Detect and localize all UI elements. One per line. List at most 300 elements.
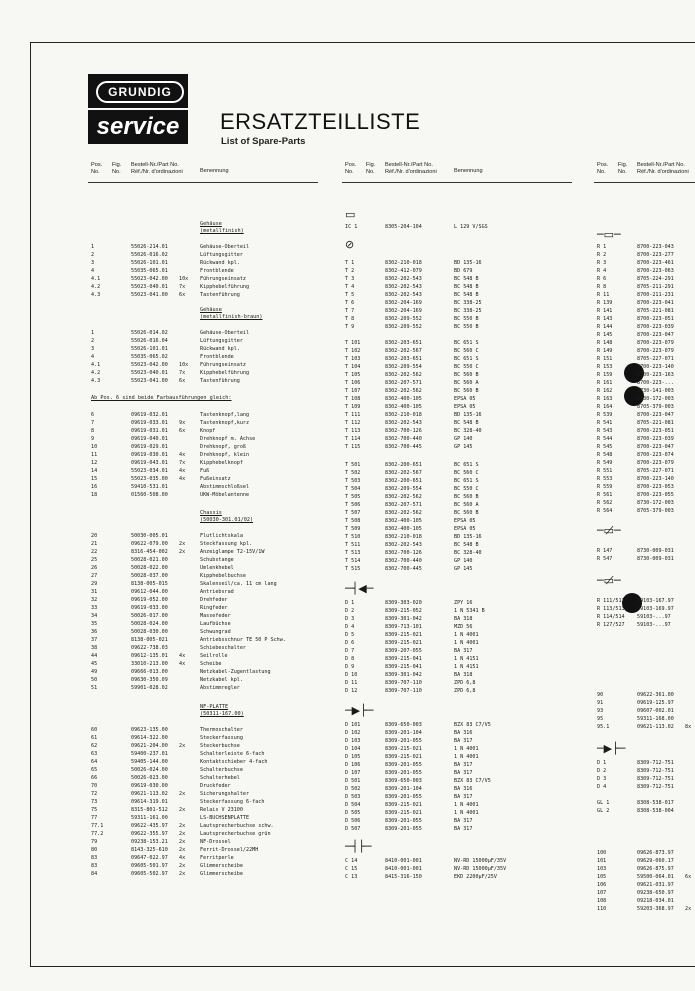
row-part: 59405-144.00 (131, 759, 168, 765)
row-name: Scheibe (200, 661, 222, 667)
row-name: Steckerfassung 6-fach (200, 799, 265, 805)
row-part: 33010-213.00 (131, 661, 168, 667)
row-pos: R 541 (597, 420, 613, 426)
row-part: 8302-202-562 (385, 388, 422, 394)
row-part: 8309-707-110 (385, 680, 422, 686)
row-part: 09626-875.97 (637, 866, 674, 872)
row-name: Schubstange (200, 557, 234, 563)
row-pos: D 106 (345, 762, 361, 768)
row-name: 1 N 5341 B (454, 608, 485, 614)
row-name: UKW-Möbelantenne (200, 492, 250, 498)
row-part: 8700-223-079 (637, 460, 674, 466)
row-pos: 2 (91, 338, 95, 344)
row-part: 8309-650-003 (385, 722, 422, 728)
row-pos: D 102 (345, 730, 361, 736)
row-qty: 7x (179, 370, 186, 376)
row-pos: 72 (91, 791, 98, 797)
row-pos: 12 (91, 460, 98, 466)
row-part: 8309-201-055 (385, 818, 422, 824)
row-part: 8705-379-003 (637, 508, 674, 514)
row-part: 50028-021.00 (131, 557, 168, 563)
row-part: 55035-065.01 (131, 268, 168, 274)
row-pos: T 113 (345, 428, 361, 434)
part-row (342, 687, 572, 696)
section-heading: (metallfinish) (200, 228, 244, 234)
row-part: 8309-215-041 (385, 656, 422, 662)
section-heading: (50311-167.00) (200, 711, 244, 717)
row-name: BA 318 (454, 672, 473, 678)
row-name: Fuß (200, 468, 210, 474)
row-pos: T 506 (345, 502, 361, 508)
row-pos: D 3 (345, 616, 355, 622)
part-row (342, 443, 572, 452)
row-name: Lautsprecherbuchse grün (200, 831, 271, 837)
row-pos: R 161 (597, 380, 613, 386)
row-part: 59103-169.97 (637, 606, 674, 612)
page-title: ERSATZTEILLISTE (220, 109, 421, 134)
row-pos: 26 (91, 565, 98, 571)
row-pos: T 6 (345, 300, 355, 306)
row-part: 09619-033.00 (131, 605, 168, 611)
row-qty: 2x (685, 906, 692, 912)
row-name: L 129 V/SGS (454, 224, 488, 230)
row-pos: T 107 (345, 388, 361, 394)
row-part: 8315-801-512 (131, 807, 168, 813)
row-part: 8302-700-126 (385, 550, 422, 556)
row-part: 55026-101.01 (131, 260, 168, 266)
row-name: 1 N 4151 (454, 656, 479, 662)
row-qty: 6x (179, 428, 186, 434)
row-name: NV-RD 15000µF/35V (454, 858, 507, 864)
part-row (594, 905, 695, 914)
row-part: 8705-221-081 (637, 420, 674, 426)
row-pos: R 127/527 (597, 622, 625, 628)
row-part: 8309-201-104 (385, 786, 422, 792)
row-pos: R 544 (597, 436, 613, 442)
row-name: ZPY 16 (454, 600, 473, 606)
row-pos: R 562 (597, 500, 613, 506)
row-name: BZX 83 C7/V5 (454, 778, 491, 784)
row-name: BC 550 C (454, 486, 479, 492)
column-2 (342, 160, 572, 960)
row-name: EPSA 05 (454, 518, 476, 524)
row-pos: 84 (91, 871, 98, 877)
row-name: EKD 2200µF/25V (454, 874, 497, 880)
row-pos: R 151 (597, 356, 613, 362)
note-line: Ab Pos. 6 sind beide Farbausführungen gleich: (91, 395, 232, 401)
row-part: 8415-316-150 (385, 874, 422, 880)
row-name: Lautsprecherbuchse schw. (200, 823, 274, 829)
row-pos: 110 (597, 906, 607, 912)
component-symbol-icon: ─┤├─ (345, 840, 372, 853)
row-pos: T 102 (345, 348, 361, 354)
row-qty: 2x (179, 541, 186, 547)
row-name: BA 317 (454, 826, 473, 832)
row-part: 8309-301-042 (385, 616, 422, 622)
row-pos: 100 (597, 850, 607, 856)
row-qty: 2x (179, 807, 186, 813)
row-part: 09619-029.01 (131, 444, 168, 450)
row-part: 8309-301-042 (385, 672, 422, 678)
row-name: Steckerbuchse (200, 743, 240, 749)
row-pos: 95 (597, 716, 604, 722)
row-pos: 16 (91, 484, 98, 490)
row-pos: D 507 (345, 826, 361, 832)
row-part: 09612-044.00 (131, 589, 168, 595)
row-part: 8705-211-291 (637, 284, 674, 290)
row-part: 09623-135.00 (131, 727, 168, 733)
row-name: BC 548 B (454, 276, 479, 282)
row-part: 09619-040.01 (131, 436, 168, 442)
row-part: 8302-204-169 (385, 300, 422, 306)
row-pos: 66 (91, 775, 98, 781)
row-pos: R 559 (597, 484, 613, 490)
row-part: 55023-034.01 (131, 468, 168, 474)
row-qty: 4x (179, 653, 186, 659)
row-part: 8316-454-002 (131, 549, 168, 555)
row-part: 09605-502.97 (131, 871, 168, 877)
part-row (88, 291, 318, 300)
row-pos: D 103 (345, 738, 361, 744)
row-name: BC 560 A (454, 502, 479, 508)
row-qty: 4x (179, 452, 186, 458)
row-part: 8302-400-105 (385, 396, 422, 402)
section-heading: Chassis (200, 510, 222, 516)
part-row (594, 783, 695, 792)
row-pos: 45 (91, 661, 98, 667)
row-name: Steckfassung kpl. (200, 541, 253, 547)
row-part: 8302-202-543 (385, 542, 422, 548)
row-pos: T 111 (345, 412, 361, 418)
row-pos: D 11 (345, 680, 358, 686)
row-part: 50028-024.00 (131, 621, 168, 627)
row-pos: T 104 (345, 364, 361, 370)
row-pos: C 15 (345, 866, 358, 872)
row-name: Schiebeschalter (200, 645, 247, 651)
row-pos: D 503 (345, 794, 361, 800)
row-name: BC 560 B (454, 372, 479, 378)
row-part: 8302-202-543 (385, 284, 422, 290)
row-part: 55023-040.01 (131, 370, 168, 376)
row-pos: 29 (91, 581, 98, 587)
row-name: Drehfeder (200, 597, 228, 603)
row-pos: D 506 (345, 818, 361, 824)
row-part: 8302-202-543 (385, 420, 422, 426)
row-name: Tastenführung (200, 378, 240, 384)
row-part: 59103-...97 (637, 622, 671, 628)
row-part: 8700-223-051 (637, 428, 674, 434)
brand-bottom: service (88, 110, 188, 144)
row-part: 8302-210-018 (385, 260, 422, 266)
row-name: Anzeiglampe T2-15V/1W (200, 549, 265, 555)
row-pos: 33 (91, 605, 98, 611)
row-pos: R 561 (597, 492, 613, 498)
row-pos: GL 2 (597, 808, 610, 814)
row-pos: R 163 (597, 396, 613, 402)
row-part: 09647-022.97 (131, 855, 168, 861)
row-name: BA 317 (454, 762, 473, 768)
row-pos: T 8 (345, 316, 355, 322)
part-row (342, 565, 572, 574)
row-name: Abstimmschloßsel (200, 484, 250, 490)
row-name: Steckerfassung (200, 735, 243, 741)
row-qty: 8x (685, 724, 692, 730)
row-name: BC 550 B (454, 324, 479, 330)
row-part: 09619-052.00 (131, 597, 168, 603)
row-part: 8309-201-055 (385, 794, 422, 800)
row-pos: 50 (91, 677, 98, 683)
part-row (88, 491, 318, 500)
row-pos: T 108 (345, 396, 361, 402)
row-pos: 2 (91, 252, 95, 258)
row-name: BC 560 B (454, 388, 479, 394)
row-name: Antriebsschnur TE 50 P Schw. (200, 637, 286, 643)
row-part: 55026-014.02 (131, 330, 168, 336)
row-qty: 9x (179, 420, 186, 426)
row-pos: R 145 (597, 332, 613, 338)
row-part: 09607-002.01 (637, 708, 674, 714)
row-part: 8700-223-163 (637, 372, 674, 378)
row-part: 09629-060.17 (637, 858, 674, 864)
row-part: 8302-202-562 (385, 510, 422, 516)
row-name: Lüftungsgitter (200, 338, 243, 344)
row-name: Kipphebelführung (200, 370, 250, 376)
row-pos: T 514 (345, 558, 361, 564)
row-name: 1 N 4001 (454, 746, 479, 752)
row-part: 59203-368.97 (637, 906, 674, 912)
row-name: 1 N 4001 (454, 640, 479, 646)
row-pos: T 7 (345, 308, 355, 314)
row-part: 09621-113.02 (637, 724, 674, 730)
row-part: 8700-223-047 (637, 412, 674, 418)
row-pos: 4.3 (91, 292, 101, 298)
row-pos: 77.1 (91, 823, 104, 829)
row-part: 8309-303-020 (385, 600, 422, 606)
row-name: BC 651 S (454, 478, 479, 484)
row-pos: D 105 (345, 754, 361, 760)
row-part: 8308-538-004 (637, 808, 674, 814)
row-part: 09619-043.01 (131, 460, 168, 466)
row-part: 8700-223-461 (637, 260, 674, 266)
row-part: 8700-223-051 (637, 316, 674, 322)
row-part: 8302-209-552 (385, 316, 422, 322)
row-name: 1 N 4001 (454, 810, 479, 816)
row-name: MZD 56 (454, 624, 473, 630)
row-name: BC 560 C (454, 348, 479, 354)
row-part: 09612-135.01 (131, 653, 168, 659)
row-part: 55023-042.00 (131, 276, 168, 282)
row-part: 8302-202-543 (385, 276, 422, 282)
row-name: Skalenseil/ca. 11 cm lang (200, 581, 277, 587)
row-part: 8302-204-169 (385, 308, 422, 314)
row-pos: T 112 (345, 420, 361, 426)
row-pos: R 147 (597, 548, 613, 554)
row-name: ZPD 6,8 (454, 688, 476, 694)
row-part: 8700-223-277 (637, 252, 674, 258)
row-qty: 2x (179, 549, 186, 555)
row-part: 50028-037.00 (131, 573, 168, 579)
row-part: 55026-214.01 (131, 244, 168, 250)
row-name: BC 560 C (454, 470, 479, 476)
row-part: 8730-009-031 (637, 556, 674, 562)
row-pos: D 4 (345, 624, 355, 630)
row-part: 8705-227-071 (637, 468, 674, 474)
row-part: 8302-209-554 (385, 364, 422, 370)
row-part: 8309-215-052 (385, 608, 422, 614)
row-part: 8700-223-055 (637, 492, 674, 498)
row-pos: T 105 (345, 372, 361, 378)
row-pos: 73 (91, 799, 98, 805)
row-part: 8309-215-021 (385, 632, 422, 638)
row-part: 8700-223-079 (637, 340, 674, 346)
row-part: 8302-700-440 (385, 558, 422, 564)
row-pos: 1 (91, 330, 95, 336)
row-part: 8309-707-110 (385, 688, 422, 694)
row-part: 8302-210-018 (385, 412, 422, 418)
row-part: 8309-201-104 (385, 730, 422, 736)
row-name: BA 317 (454, 818, 473, 824)
row-part: 8700-223-047 (637, 332, 674, 338)
row-part: 8302-200-651 (385, 462, 422, 468)
row-pos: T 114 (345, 436, 361, 442)
row-name: Drehknopf m. Achse (200, 436, 256, 442)
row-pos: R 547 (597, 556, 613, 562)
row-name: Frontblende (200, 268, 234, 274)
row-name: Kontaktschieber 4-fach (200, 759, 268, 765)
row-part: 09238-153.21 (131, 839, 168, 845)
row-name: NV-RD 15000µF/35V (454, 866, 507, 872)
row-part: 8308-538-017 (637, 800, 674, 806)
row-name: GP 145 (454, 566, 473, 572)
row-name: Druckfeder (200, 783, 231, 789)
top-rule (30, 42, 695, 43)
row-name: 1 N 4001 (454, 754, 479, 760)
row-pos: 64 (91, 759, 98, 765)
row-part: 8302-400-105 (385, 404, 422, 410)
row-name: Gehäuse-Oberteil (200, 330, 250, 336)
row-pos: R 2 (597, 252, 607, 258)
row-part: 09621-204.00 (131, 743, 168, 749)
row-qty: 6x (179, 292, 186, 298)
column-header: Pos. No. Fig. No. Bestell-Nr./Part No. Réf./Nr. d'ordinazioni (594, 160, 695, 183)
row-part: 8302-207-571 (385, 502, 422, 508)
row-pos: 93 (597, 708, 604, 714)
row-pos: 83 (91, 863, 98, 869)
row-part: 8309-215-021 (385, 640, 422, 646)
row-part: 8302-202-543 (385, 292, 422, 298)
row-part: 8309-215-041 (385, 664, 422, 670)
row-pos: R 114/514 (597, 614, 625, 620)
row-part: 8309-712-751 (637, 760, 674, 766)
row-name: Ferritperle (200, 855, 234, 861)
row-pos: 18 (91, 492, 98, 498)
row-pos: 25 (91, 557, 98, 563)
row-pos: 27 (91, 573, 98, 579)
row-part: 8309-201-055 (385, 826, 422, 832)
part-row (342, 323, 572, 332)
row-pos: 51 (91, 685, 98, 691)
row-pos: 107 (597, 890, 607, 896)
row-pos: D 5 (345, 632, 355, 638)
row-name: Tastenknopf,lang (200, 412, 250, 418)
row-part: 8700-223-039 (637, 324, 674, 330)
row-pos: 80 (91, 847, 98, 853)
row-name: BA 316 (454, 730, 473, 736)
row-name: EPSA 05 (454, 404, 476, 410)
row-name: Führungseinsatz (200, 362, 247, 368)
row-pos: D 10 (345, 672, 358, 678)
part-row (594, 555, 695, 564)
row-pos: 4 (91, 354, 95, 360)
row-pos: D 501 (345, 778, 361, 784)
row-pos: R 551 (597, 468, 613, 474)
row-part: 8730-141-003 (637, 388, 674, 394)
row-pos: 63 (91, 751, 98, 757)
row-qty: 2x (179, 831, 186, 837)
part-row (594, 621, 695, 630)
row-part: 09218-034.01 (637, 898, 674, 904)
row-pos: 44 (91, 653, 98, 659)
row-part: 8309-215-021 (385, 810, 422, 816)
row-pos: 49 (91, 669, 98, 675)
row-qty: 4x (179, 661, 186, 667)
section-heading: (50030-301.01/02) (200, 517, 254, 523)
row-pos: D 12 (345, 688, 358, 694)
row-name: Flutlichtskala (200, 533, 243, 539)
row-part: 55026-016.02 (131, 252, 168, 258)
row-pos: T 505 (345, 494, 361, 500)
row-part: 8700-223-053 (637, 484, 674, 490)
row-pos: 70 (91, 783, 98, 789)
part-row (342, 873, 572, 882)
row-pos: 90 (597, 692, 604, 698)
row-name: BA 318 (454, 616, 473, 622)
row-pos: T 103 (345, 356, 361, 362)
row-part: 8700-223-074 (637, 452, 674, 458)
row-pos: D 504 (345, 802, 361, 808)
row-pos: T 503 (345, 478, 361, 484)
bottom-rule (30, 966, 695, 967)
row-qty: 2x (179, 743, 186, 749)
row-part: 09619-125.97 (637, 700, 674, 706)
row-part: 8302-207-571 (385, 380, 422, 386)
row-part: 50026-024.00 (131, 767, 168, 773)
row-pos: R 3 (597, 260, 607, 266)
row-pos: D 3 (597, 776, 607, 782)
row-pos: D 505 (345, 810, 361, 816)
row-pos: 32 (91, 597, 98, 603)
row-pos: 108 (597, 898, 607, 904)
row-name: Frontblende (200, 354, 234, 360)
row-pos: 106 (597, 882, 607, 888)
row-pos: R 539 (597, 412, 613, 418)
component-symbol-icon: ─▭̸─ (597, 574, 621, 587)
part-row (88, 870, 318, 879)
row-pos: D 2 (345, 608, 355, 614)
row-pos: R 162 (597, 388, 613, 394)
row-part: 8302-700-445 (385, 444, 422, 450)
row-part: 8705-221-081 (637, 308, 674, 314)
row-part: 09619-030.00 (131, 783, 168, 789)
row-part: 09605-501.97 (131, 863, 168, 869)
row-part: 8309-207-055 (385, 648, 422, 654)
row-name: Führungseinsatz (200, 276, 247, 282)
row-part: 09619-030.01 (131, 452, 168, 458)
row-name: Netzkabel-Zugentlastung (200, 669, 271, 675)
row-pos: D 1 (597, 760, 607, 766)
row-pos: 11 (91, 452, 98, 458)
row-part: 8309-215-021 (385, 754, 422, 760)
